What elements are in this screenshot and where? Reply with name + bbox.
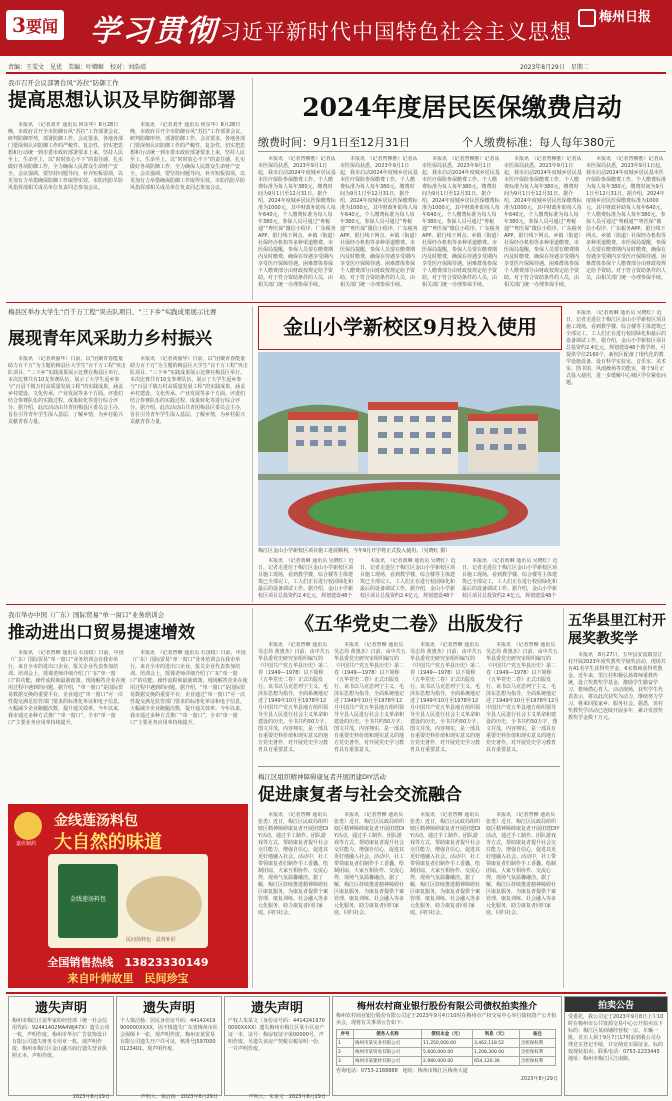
rehab-body-text: 本报讯 （记者曾柳 通讯员 张勇）近日，梅江区民政局组织辖区精神障碍康复者开展团建DIY活动，通过手工制作、团队游戏等方式，帮助康复者提升社会交往能力，增强自信心，促进其更好地融入社会。活动中，社工带领康复者们制作手工香囊、绘制团扇，大家互相协作、交流心得，现场气氛温馨融洽。据了解，梅江区持续推进精神障碍社区康复服务，为康复者提供个案管理、康复训练、社会融入等多元化服务，助力康复者回归家庭、回归社会。 — [258, 812, 329, 916]
party-body-col2 — [334, 642, 406, 762]
column-divider — [252, 78, 253, 300]
rehab-headline: 促进康复者与社会交流融合 — [258, 785, 462, 805]
table-cell: 1 — [337, 1039, 354, 1048]
party-body-text: 本报讯 （记者曾柳 通讯员 吴志伟 黄惠杰）日前，由中共五华县委党史研究室组织编写的《中国共产党五华县历史》第二卷（1949—1978）以下简称《五华党史二卷》正式出版发行。该书以马克思列宁主义、毛泽东思想为指导，全面系统地记述了1949年10月至1978年12月中国共产党五华县地方组织领导全县人民进行社会主义革命和建设的历史。全书共约50万字，图文并茂，内容翔实，是一部具有重要史料价值和现实意义的地方党史著作，对开展党史学习教育具有重要意义。 — [258, 642, 330, 753]
insurance-deck-rule — [258, 151, 666, 152]
rehab-body-col3 — [410, 812, 482, 988]
section-rule — [6, 604, 666, 605]
flood-headline: 提高思想认识及早防御部署 — [8, 89, 237, 111]
header-rule — [6, 72, 666, 74]
village-body-text-2: 本报讯 （记者黄丽华）日前，以“团聚青春能量 助力百千万”为主题的梅县区大学生“百千万工程”突击队项目、“三下乡”实践成果展示比赛在梅县区举行。本次比赛共有10支参赛队伍，展示了大学生返乡参与“百县千镇万村高质量发展工程”的实践成果，涵盖乡村建设、文化传承、产业发展等多个方面。评委们结合参赛队伍的实践过程、成果转化等进行综合评分。据介绍，此次活动由共青团梅县区委员会主办，旨在引导青年学生深入基层、了解乡情，为乡村振兴贡献青春力量。 — [130, 356, 248, 425]
auction-col-header: 备注 — [519, 1030, 555, 1039]
notice-lost-3 — [224, 996, 330, 1100]
editor-credits: 责编：王雯文 见优 美编：叶卿姬 校对：刘浩靖 — [8, 64, 147, 71]
rehab-body-col2 — [334, 812, 406, 988]
trade-kicker: 我市举办中国（广东）国际贸易“单一窗口”业务培训会 — [8, 611, 165, 619]
table-cell: 2,980,000.00 — [422, 1057, 473, 1066]
insurance-headline: 2024年度居民医保缴费启动 — [302, 93, 622, 122]
insurance-body-col1 — [258, 156, 336, 296]
notice-sign: 2023年8月29日 — [72, 1094, 110, 1100]
farm-body-text: 本报讯 8月27日，五华县安流镇里江村开展2023年度奖教奖学颁奖活动，现场共有41名学生获得奖学金，6名教师获得奖教金。近年来，里江村积极弘扬尊师重教传统，设立奖教奖学基金，激励学生勤奋学习、教师潜心育人。活动现场，获奖学生代表表示，将以此次获奖为动力，继续努力学习，将来回报家乡、服务社会。据悉，该村奖教奖学活动已连续开展多年，累计发放奖教奖学金数十万元。 — [568, 652, 666, 721]
insurance-body-col5 — [586, 156, 666, 296]
masthead-subtitle: 习近平新时代中国特色社会主义思想 — [220, 20, 572, 44]
table-cell: 3 — [337, 1057, 354, 1066]
insurance-body-col3 — [422, 156, 500, 296]
right-notice-title: 拍卖公告 — [565, 997, 667, 1012]
rehab-body-text-2: 本报讯 （记者曾柳 通讯员 张勇）近日，梅江区民政局组织辖区精神障碍康复者开展团建DIY活动，通过手工制作、团队游戏等方式，帮助康复者提升社会交往能力，增强自信心，促进其更好地融入社会。活动中，社工带领康复者们制作手工香囊、绘制团扇，大家互相协作、交流心得，现场气氛温馨融洽。据了解，梅江区持续推进精神障碍社区康复服务，为康复者提供个案管理、康复训练、社会融入等多元化服务，助力康复者回归家庭、回归社会。 — [334, 812, 405, 916]
notice-sign: 声明人：朱某文 2023年8月29日 — [248, 1094, 326, 1100]
section-name: 要闻 — [25, 17, 58, 36]
table-cell: 5,600,000.00 — [422, 1048, 473, 1057]
school-body-text-2: 本报讯 （记者黄琳 通讯员 吴晓红）近日，记者走进位于梅江区金山小学新校区项目施工现场，看到教学楼、综合楼等主体建筑已全部完工，工人们正在进行校园绿化和最后的设备调试工作。据介绍，金山小学新校区项目总投资约2.4亿元，规划建设48个 — [360, 558, 456, 598]
notice-body: 个人梁洁杨：居民身份证号码：44142419900000XXXX，因不慎遗失广东省梅州市社会保障卡一张，现声明作废。梅州市某贸易有限公司遗失开户许可证，核准号J5970000123401，现声明作废。 — [120, 1018, 218, 1052]
school-body-col1 — [258, 558, 356, 598]
masthead — [0, 0, 672, 56]
insurance-deck-time: 缴费时间：9月1日至12月31日 — [258, 136, 410, 149]
party-body-text-2: 本报讯 （记者曾柳 通讯员 吴志伟 黄惠杰）日前，由中共五华县委党史研究室组织编写的《中国共产党五华县历史》第二卷（1949—1978）以下简称《五华党史二卷》正式出版发行。该书以马克思列宁主义、毛泽东思想为指导，全面系统地记述了1949年10月至1978年12月中国共产党五华县地方组织领导全县人民进行社会主义革命和建设的历史。全书共约50万字，图文并茂，内容翔实，是一部具有重要史料价值和现实意义的地方党史著作，对开展党史学习教育具有重要意义。 — [334, 642, 406, 753]
ad-pack-label: 金线莲汤料包 — [69, 896, 106, 903]
school-headline: 金山小学新校区9月投入使用 — [283, 315, 537, 339]
auction-footer: 咨询电话：0753-2188888 地址：梅州市梅江区梅州大道 — [336, 1068, 468, 1074]
rehab-kicker: 梅江区组织精神障碍康复者开展团建DIY活动 — [258, 773, 386, 781]
auction-col-header: 债务人名称 — [354, 1030, 422, 1039]
insurance-body-col4 — [504, 156, 582, 296]
school-body-text-4: 本报讯 （记者黄琳 通讯员 吴晓红）近日，记者走进位于梅江区金山小学新校区项目施工现场，看到教学楼、综合楼等主体建筑已全部完工，工人们正在进行校园绿化和最后的设备调试工作。据介绍，金山小学新校区项目总投资约2.4亿元，规划建设48个教学班，可提供学位2160个。新校区配备了现代化的教学设施设备，设有科学实验室、音乐室、美术室、图书馆、风雨操场等功能室，将于9月正式投入使用，进一步缓解中心城区学位紧张问题。 — [566, 310, 666, 386]
calligraphy-title: 学习贯彻 — [90, 14, 218, 49]
ad-tagline: 来自叶帅故里 民间珍宝 — [67, 972, 189, 985]
insurance-body-text-2: 本报讯 （记者曾柳胜）记者从市医保局获悉，2023年9月1日起，我市启动2024年度城乡居民基本医疗保险参保缴费工作。个人缴费标准为每人每年380元，缴费时间为9月1日至12月31日。据介绍，2024年度城乡居民医保缴费标准为1000元，其中财政补助每人每年640元，个人缴费标准为每人每年380元。参保人员可通过“粤税通”“粤医保”微信小程序、广东税务APP、银行线下网点、乡镇（街道）社保经办机构等多种渠道缴费。市医保局提醒，参保人员要在缴费期内及时缴费，确保在待遇享受期内享受医疗保障待遇。困难群体参保个人缴费部分由财政按规定给予资助。对于符合资助条件的人员，由相关部门统一办理参保手续。 — [340, 156, 418, 288]
ad-soup-bowl — [126, 876, 202, 932]
insurance-deck-fee: 个人缴费标准：每人每年380元 — [462, 136, 615, 149]
auction-col-header: 利息（元） — [472, 1030, 519, 1039]
party-body-col3 — [410, 642, 482, 762]
trade-body-col2 — [130, 650, 248, 800]
table-cell: 含担保权利 — [519, 1048, 555, 1057]
school-body-col4 — [566, 310, 666, 600]
notice-title: 遗失声明 — [34, 1001, 87, 1016]
notice-sign: 声明人：梁洁杨 2023年8月29日 — [140, 1094, 218, 1100]
insurance-body-text: 本报讯 （记者曾柳胜）记者从市医保局获悉，2023年9月1日起，我市启动2024年度城乡居民基本医疗保险参保缴费工作。个人缴费标准为每人每年380元，缴费时间为9月1日至12月31日。据介绍，2024年度城乡居民医保缴费标准为1000元，其中财政补助每人每年640元，个人缴费标准为每人每年380元。参保人员可通过“粤税通”“粤医保”微信小程序、广东税务APP、银行线下网点、乡镇（街道）社保经办机构等多种渠道缴费。市医保局提醒，参保人员要在缴费期内及时缴费，确保在待遇享受期内享受医疗保障待遇。困难群体参保个人缴费部分由财政按规定给予资助。对于符合资助条件的人员，由相关部门统一办理参保手续。 — [258, 156, 336, 288]
issue-date: 2023年8月29日 星期二 — [520, 64, 589, 71]
table-cell: 1,208,300.00 — [472, 1048, 519, 1057]
auction-title: 梅州农村商业银行股份有限公司债权拍卖推介 — [356, 1002, 537, 1012]
table-row — [337, 1057, 556, 1066]
party-body-text-3: 本报讯 （记者曾柳 通讯员 吴志伟 黄惠杰）日前，由中共五华县委党史研究室组织编写的《中国共产党五华县历史》第二卷（1949—1978）以下简称《五华党史二卷》正式出版发行。该书以马克思列宁主义、毛泽东思想为指导，全面系统地记述了1949年10月至1978年12月中国共产党五华县地方组织领导全县人民进行社会主义革命和建设的历史。全书共约50万字，图文并茂，内容翔实，是一部具有重要史料价值和现实意义的地方党史著作，对开展党史学习教育具有重要意义。 — [410, 642, 482, 753]
paper-name: 梅州日报 — [599, 10, 652, 25]
notice-lost-2 — [116, 996, 222, 1100]
insurance-body-text-5: 本报讯 （记者曾柳胜）记者从市医保局获悉，2023年9月1日起，我市启动2024年度城乡居民基本医疗保险参保缴费工作。个人缴费标准为每人每年380元，缴费时间为9月1日至12月31日。据介绍，2024年度城乡居民医保缴费标准为1000元，其中财政补助每人每年640元，个人缴费标准为每人每年380元。参保人员可通过“粤税通”“粤医保”微信小程序、广东税务APP、银行线下网点、乡镇（街道）社保经办机构等多种渠道缴费。市医保局提醒，参保人员要在缴费期内及时缴费，确保在待遇享受期内享受医疗保障待遇。困难群体参保个人缴费部分由财政按规定给予资助。对于符合资助条件的人员，由相关部门统一办理参保手续。 — [586, 156, 666, 281]
auction-notice-right — [564, 996, 668, 1096]
auction-col-header: 债权本金（元） — [422, 1030, 473, 1039]
rehab-body-col1 — [258, 812, 330, 988]
ad-pack-sub: 民间汤料包 · 益肾补肝 — [126, 937, 176, 943]
school-photo-caption: 梅江区金山小学新校区项目施工进展顺利，今年9月开学将正式投入使用。（吴晓红 摄） — [258, 548, 451, 554]
table-row — [337, 1039, 556, 1048]
right-notice-body: 受委托，我公司定于2023年9月8日上午10时在梅州市公共资源交易中心公开拍卖以下标的：梅江区某商铺经营权一宗、车辆一批。竞买人须于9月7日17时前到我公司办理竞买登记手续，并交纳竞买保证金。标的按现状拍卖。联系电话：0753-2233445 地址：梅州市梅江区江南路。 — [568, 1014, 665, 1062]
village-kicker: 梅县区举办大学生“百千万工程”突击队项目、“三下乡”实践成果展示比赛 — [8, 308, 217, 316]
village-body-text: 本报讯 （记者黄丽华）日前，以“团聚青春能量 助力百千万”为主题的梅县区大学生“百千万工程”突击队项目、“三下乡”实践成果展示比赛在梅县区举行。本次比赛共有10支参赛队伍，展示了大学生返乡参与“百县千镇万村高质量发展工程”的实践成果，涵盖乡村建设、文化传承、产业发展等多个方面。评委们结合参赛队伍的实践过程、成果转化等进行综合评分。据介绍，此次活动由共青团梅县区委员会主办，旨在引导青年学生深入基层、了解乡情，为乡村振兴贡献青春力量。 — [8, 356, 126, 425]
table-cell: 3,462,118.52 — [472, 1039, 519, 1048]
farm-body — [568, 652, 666, 988]
table-cell: 含担保权利 — [519, 1039, 555, 1048]
rehab-body-col4 — [486, 812, 560, 988]
page-number — [6, 10, 64, 40]
village-headline: 展现青年风采助力乡村振兴 — [8, 329, 212, 349]
ad-product: 金线莲汤料包 — [54, 813, 138, 829]
ad-header — [14, 810, 242, 853]
school-body-col3 — [462, 558, 560, 598]
paper-logo-icon — [578, 9, 596, 27]
rehab-body-text-3: 本报讯 （记者曾柳 通讯员 张勇）近日，梅江区民政局组织辖区精神障碍康复者开展团建DIY活动，通过手工制作、团队游戏等方式，帮助康复者提升社会交往能力，增强自信心，促进其更好地融入社会。活动中，社工带领康复者们制作手工香囊、绘制团扇，大家互相协作、交流心得，现场气氛温馨融洽。据了解，梅江区持续推进精神障碍社区康复服务，为康复者提供个案管理、康复训练、社会融入等多元化服务，助力康复者回归家庭、回归社会。 — [410, 812, 481, 916]
classifieds-rule — [6, 992, 666, 994]
party-body-col1 — [258, 642, 330, 762]
trade-body-col1 — [8, 650, 126, 800]
table-cell: 654,120.36 — [472, 1057, 519, 1066]
table-cell: 2 — [337, 1048, 354, 1057]
ad-slogan: 大自然的味道 — [54, 832, 162, 853]
soup-ad — [8, 804, 248, 988]
auction-table-header — [337, 1030, 556, 1039]
insurance-body-col2 — [340, 156, 418, 296]
flood-body-text-cont: 本报讯 （记者刘开 通讯员 何东华）8月28日晚，市政府召开全市防御台风“苏拉”工作部署会议，研判防御形势，部署防御工作。会议要求，各地各部门要深刻认识防御工作的严峻性、复杂性，切实把思想和行动统一到市委市政府部署要求上来，坚持人民至上、生命至上，以“时时放心不下”的责任感，扎实做好各项防御工作，全力确保人民群众生命财产安全。会议强调，要坚持问题导向，补齐短板弱项，以更加有力举措确保防御工作取得实效。市防汛防旱防风指挥部相关成员单位负责同志参加会议。 — [130, 122, 246, 191]
flood-kicker: 我市召开会议部署台风“苏拉”防御工作 — [8, 79, 119, 87]
paper-logo — [578, 6, 651, 27]
notice-body: 产权人朱某文（身份证号码：44142419700000XXXX）遗失梅州市梅江区某小区房产证一本，证号：梅房权证字第00000号，声明作废。另遗失该房产契税完税证明一份，一并声明作废。 — [228, 1018, 325, 1052]
notice-lost-1 — [8, 996, 114, 1100]
trade-body-text-2: 本报讯 （记者曾柳 通讯员 石国权）日前，中国（广东）国际贸易“单一窗口”业务培训会在我市举行，来自全市的进出口企业、报关企业代表参加培训。培训会上，授课老师详细介绍了广东“单一窗口”的功能、操作流程和最新政策，现场解答企业在使用过程中遇到的问题。据介绍，“单一窗口”是国际贸易数据交换的重要平台，企业通过“单一窗口”可一次性提交满足监管部门要求的标准化单证和电子信息，大幅减少企业跑腿次数，提升通关效率。今年以来，我市通过多种方式推广“单一窗口”，全市“单一窗口”主要业务应用率持续提升。 — [130, 650, 248, 726]
farm-headline: 五华县里江村开展奖教奖学 — [568, 613, 666, 647]
column-divider — [563, 608, 564, 988]
notice-title: 遗失声明 — [250, 1001, 303, 1016]
village-body-col2 — [130, 356, 248, 596]
ad-product-pack — [48, 854, 208, 948]
auction-table — [336, 1029, 556, 1066]
party-body-text-4: 本报讯 （记者曾柳 通讯员 吴志伟 黄惠杰）日前，由中共五华县委党史研究室组织编写的《中国共产党五华县历史》第二卷（1949—1978）以下简称《五华党史二卷》正式出版发行。该书以马克思列宁主义、毛泽东思想为指导，全面系统地记述了1949年10月至1978年12月中国共产党五华县地方组织领导全县人民进行社会主义革命和建设的历史。全书共约50万字，图文并茂，内容翔实，是一部具有重要史料价值和现实意义的地方党史著作，对开展党史学习教育具有重要意义。 — [486, 642, 560, 753]
rehab-top-rule — [258, 766, 560, 767]
table-cell: 含担保权利 — [519, 1057, 555, 1066]
ad-brand: 嘉应制药 — [16, 841, 37, 847]
school-headline-box — [258, 306, 562, 350]
flood-body-text: 本报讯 （记者刘开 通讯员 何东华）8月28日晚，市政府召开全市防御台风“苏拉”工作部署会议，研判防御形势，部署防御工作。会议要求，各地各部门要深刻认识防御工作的严峻性、复杂性，切实把思想和行动统一到市委市政府部署要求上来，坚持人民至上、生命至上，以“时时放心不下”的责任感，扎实做好各项防御工作，全力确保人民群众生命财产安全。会议强调，要坚持问题导向，补齐短板弱项，以更加有力举措确保防御工作取得实效。市防汛防旱防风指挥部相关成员单位负责同志参加会议。 — [8, 122, 124, 191]
column-divider — [252, 608, 253, 988]
column-divider — [252, 306, 253, 602]
party-headline: 《五华党史二卷》出版发行 — [294, 613, 523, 635]
rehab-body-text-4: 本报讯 （记者曾柳 通讯员 张勇）近日，梅江区民政局组织辖区精神障碍康复者开展团建DIY活动，通过手工制作、团队游戏等方式，帮助康复者提升社会交往能力，增强自信心，促进其更好地融入社会。活动中，社工带领康复者们制作手工香囊、绘制团扇，大家互相协作、交流心得，现场气氛温馨融洽。据了解，梅江区持续推进精神障碍社区康复服务，为康复者提供个案管理、康复训练、社会融入等多元化服务，助力康复者回归家庭、回归社会。 — [486, 812, 560, 916]
table-row — [337, 1048, 556, 1057]
section-rule — [6, 302, 666, 303]
table-cell: 梅州市某贸易有限公司 — [354, 1048, 422, 1057]
insurance-body-text-3: 本报讯 （记者曾柳胜）记者从市医保局获悉，2023年9月1日起，我市启动2024年度城乡居民基本医疗保险参保缴费工作。个人缴费标准为每人每年380元，缴费时间为9月1日至12月31日。据介绍，2024年度城乡居民医保缴费标准为1000元，其中财政补助每人每年640元，个人缴费标准为每人每年380元。参保人员可通过“粤税通”“粤医保”微信小程序、广东税务APP、银行线下网点、乡镇（街道）社保经办机构等多种渠道缴费。市医保局提醒，参保人员要在缴费期内及时缴费，确保在待遇享受期内享受医疗保障待遇。困难群体参保个人缴费部分由财政按规定给予资助。对于符合资助条件的人员，由相关部门统一办理参保手续。 — [422, 156, 500, 288]
auction-date: 2023年8月29日 — [520, 1076, 558, 1082]
auction-col-header: 序号 — [337, 1030, 354, 1039]
party-body-col4 — [486, 642, 560, 762]
trade-headline: 推动进出口贸易提速增效 — [8, 623, 195, 643]
auction-notice — [332, 996, 562, 1096]
table-cell: 11,250,000.00 — [422, 1039, 473, 1048]
insurance-body-text-4: 本报讯 （记者曾柳胜）记者从市医保局获悉，2023年9月1日起，我市启动2024年度城乡居民基本医疗保险参保缴费工作。个人缴费标准为每人每年380元，缴费时间为9月1日至12月31日。据介绍，2024年度城乡居民医保缴费标准为1000元，其中财政补助每人每年640元，个人缴费标准为每人每年380元。参保人员可通过“粤税通”“粤医保”微信小程序、广东税务APP、银行线下网点、乡镇（街道）社保经办机构等多种渠道缴费。市医保局提醒，参保人员要在缴费期内及时缴费，确保在待遇享受期内享受医疗保障待遇。困难群体参保个人缴费部分由财政按规定给予资助。对于符合资助条件的人员，由相关部门统一办理参保手续。 — [504, 156, 582, 288]
table-cell: 梅州市某实业有限公司 — [354, 1039, 422, 1048]
trade-body-text: 本报讯 （记者曾柳 通讯员 石国权）日前，中国（广东）国际贸易“单一窗口”业务培训会在我市举行，来自全市的进出口企业、报关企业代表参加培训。培训会上，授课老师详细介绍了广东“单一窗口”的功能、操作流程和最新政策，现场解答企业在使用过程中遇到的问题。据介绍，“单一窗口”是国际贸易数据交换的重要平台，企业通过“单一窗口”可一次性提交满足监管部门要求的标准化单证和电子信息，大幅减少企业跑腿次数，提升通关效率。今年以来，我市通过多种方式推广“单一窗口”，全市“单一窗口”主要业务应用率持续提升。 — [8, 650, 126, 726]
school-body-col2 — [360, 558, 458, 598]
ad-hotline: 全国销售热线 13823330149 — [47, 956, 209, 969]
ad-brand-logo-icon — [14, 812, 42, 840]
page-number-value: 3 — [12, 13, 26, 37]
school-body-text: 本报讯 （记者黄琳 通讯员 吴晓红）近日，记者走进位于梅江区金山小学新校区项目施工现场，看到教学楼、综合楼等主体建筑已全部完工，工人们正在进行校园绿化和最后的设备调试工作。据介绍，金山小学新校区项目总投资约2.4亿元，规划建设48个 — [258, 558, 354, 598]
notice-body: 梅州市梅江区富华家纺经营部（统一社会信用代码：92441402MA4WJ47X）遗失公章一枚，声明作废。梅州市华尔广告装饰设计有限公司遗失财务专用章一枚，现声明作废。梅州市梅江区金山盛兴商行遗失营业执照正本，声明作废。 — [12, 1018, 110, 1059]
school-body-text-3: 本报讯 （记者黄琳 通讯员 吴晓红）近日，记者走进位于梅江区金山小学新校区项目施工现场，看到教学楼、综合楼等主体建筑已全部完工，工人们正在进行校园绿化和最后的设备调试工作。据介绍，金山小学新校区项目总投资约2.4亿元，规划建设48个 — [462, 558, 558, 598]
village-body-col1 — [8, 356, 126, 596]
flood-body-col1 — [8, 122, 126, 300]
auction-intro: 梅州农村商业银行股份有限公司定于2023年9月4日10时在梅州市产权交易中心举行债权资产公开拍卖会，现将有关事项公告如下： — [336, 1013, 557, 1026]
flood-body-col2 — [130, 122, 248, 300]
table-cell: 梅州市某建材有限公司 — [354, 1057, 422, 1066]
notice-title: 遗失声明 — [142, 1001, 195, 1016]
school-photo — [258, 352, 560, 546]
